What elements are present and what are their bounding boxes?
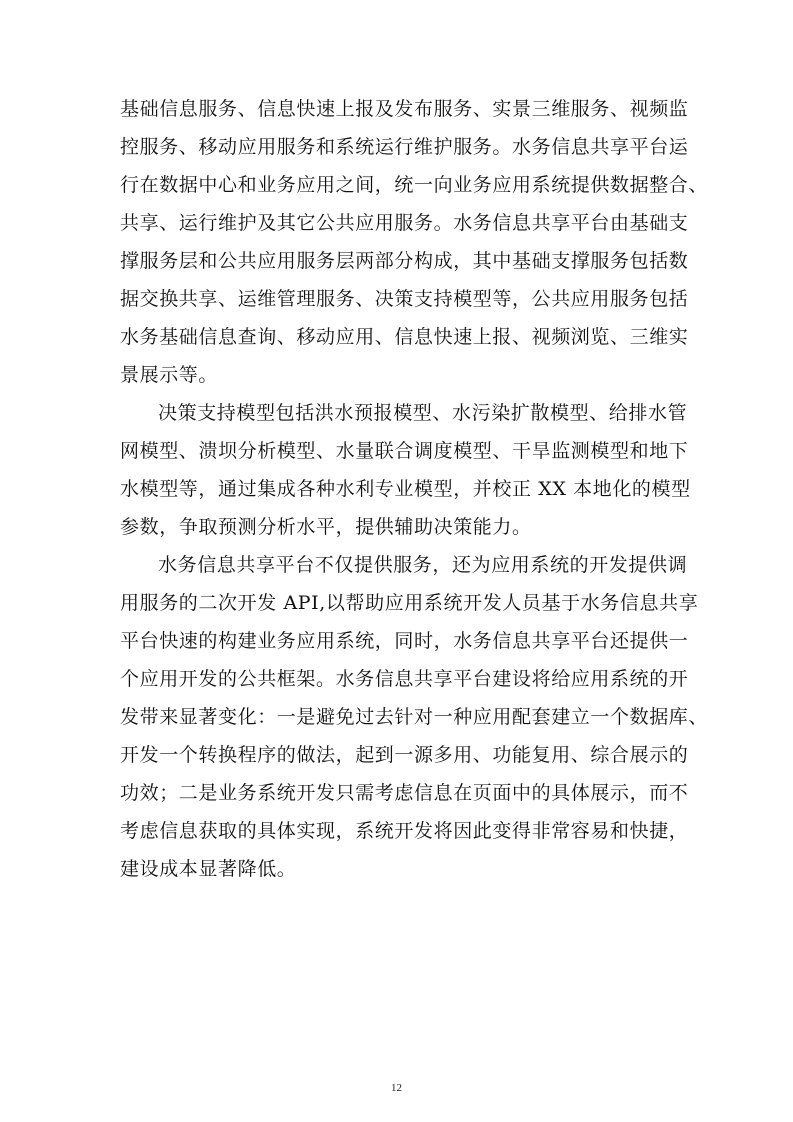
paragraph-line: 水务基础信息查询、移动应用、信息快速上报、视频浏览、三维实 <box>120 326 689 348</box>
paragraph-3 <box>120 546 709 888</box>
paragraph-line: 基础信息服务、信息快速上报及发布服务、实景三维服务、视频监 <box>120 98 689 120</box>
paragraph-line: 景展示等。 <box>120 364 219 386</box>
paragraph-line: 参数，争取预测分析水平，提供辅助决策能力。 <box>120 516 532 538</box>
paragraph-line: 功效；二是业务系统开发只需考虑信息在页面中的具体展示，而不 <box>120 782 689 804</box>
paragraph-line: 据交换共享、运维管理服务、决策支持模型等，公共应用服务包括 <box>120 288 689 310</box>
paragraph-line: 个应用开发的公共框架。水务信息共享平台建设将给应用系统的开 <box>120 668 689 690</box>
paragraph-line: 考虑信息获取的具体实现，系统开发将因此变得非常容易和快捷， <box>120 820 689 842</box>
paragraph-line: 决策支持模型包括洪水预报模型、水污染扩散模型、给排水管 <box>158 402 688 424</box>
paragraph-line: 用服务的二次开发 API,以帮助应用系统开发人员基于水务信息共享 <box>120 592 699 614</box>
paragraph-line: 行在数据中心和业务应用之间，统一向业务应用系统提供数据整合、 <box>120 174 709 196</box>
paragraph-1 <box>120 90 709 394</box>
paragraph-line: 开发一个转换程序的做法，起到一源多用、功能复用、综合展示的 <box>120 744 689 766</box>
page-number: 12 <box>391 1082 402 1094</box>
paragraph-line: 网模型、溃坝分析模型、水量联合调度模型、干旱监测模型和地下 <box>120 440 689 462</box>
paragraph-line: 建设成本显著降低。 <box>120 858 297 880</box>
paragraph-line: 水务信息共享平台不仅提供服务，还为应用系统的开发提供调 <box>158 554 688 576</box>
paragraph-line: 发带来显著变化：一是避免过去针对一种应用配套建立一个数据库、 <box>120 706 709 728</box>
paragraph-line: 撑服务层和公共应用服务层两部分构成，其中基础支撑服务包括数 <box>120 250 689 272</box>
paragraph-line: 共享、运行维护及其它公共应用服务。水务信息共享平台由基础支 <box>120 212 689 234</box>
paragraph-line: 平台快速的构建业务应用系统，同时，水务信息共享平台还提供一 <box>120 630 689 652</box>
paragraph-line: 水模型等，通过集成各种水利专业模型，并校正 XX 本地化的模型 <box>120 478 691 500</box>
paragraph-line: 控服务、移动应用服务和系统运行维护服务。水务信息共享平台运 <box>120 136 689 158</box>
paragraph-2 <box>120 394 691 546</box>
document-body <box>120 90 709 888</box>
